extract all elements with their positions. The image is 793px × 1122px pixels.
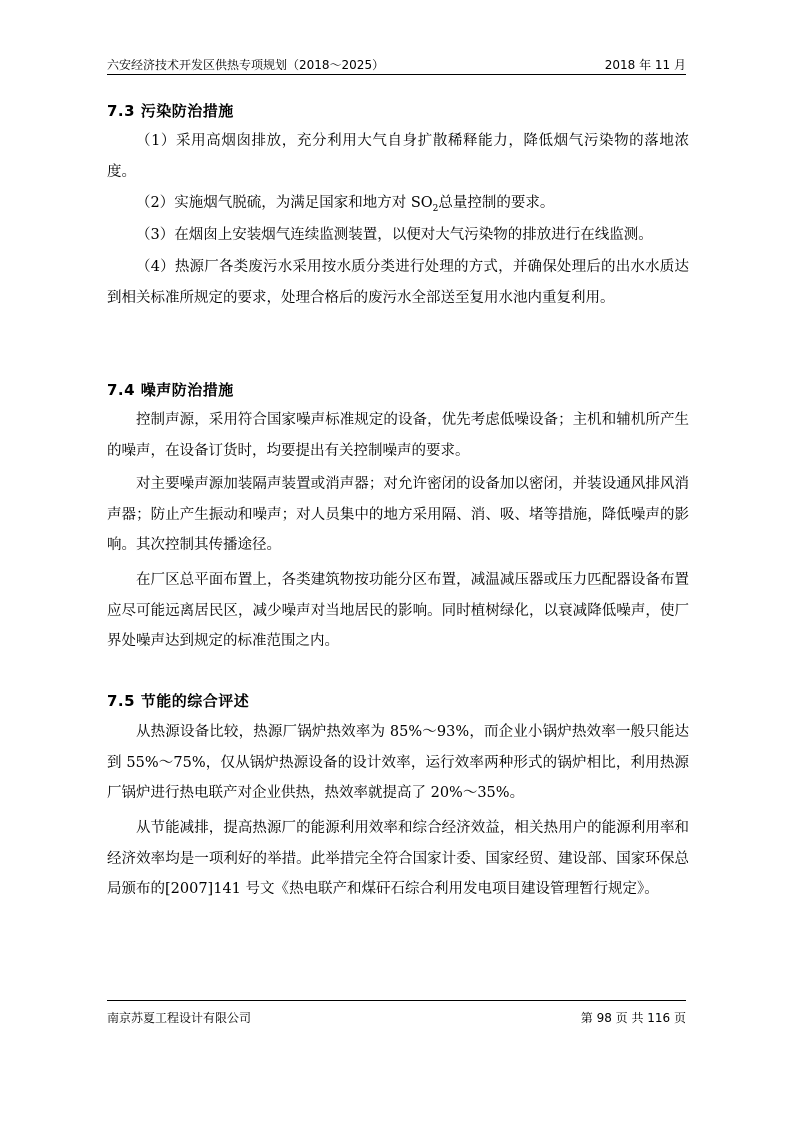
page-footer xyxy=(107,1000,686,1027)
paragraph-7-5-1: 从热源设备比较，热源厂锅炉热效率为 85%～93%，而企业小锅炉热效率一般只能达到 55%～75%，仅从锅炉热源设备的设计效率，运行效率两种形式的锅炉相比，利用热源厂锅炉进行热电联产对企业供热，热效率就提高了 20%～35%。 xyxy=(107,724,689,801)
document-date: 2018 年 11 月 xyxy=(604,58,686,72)
paragraph-7-4-2: 对主要噪声源加装隔声装置或消声器；对允许密闭的设备加以密闭，并装设通风排风消声器；防止产生振动和噪声；对人员集中的地方采用隔、消、吸、堵等措施，降低噪声的影响。其次控制其传播途径。 xyxy=(107,476,689,553)
paragraph-7-4-1: 控制声源，采用符合国家噪声标准规定的设备，优先考虑低噪设备；主机和辅机所产生的噪声，在设备订货时，均要提出有关控制噪声的要求。 xyxy=(107,412,689,459)
page-header xyxy=(107,52,686,75)
paragraph-7-3-3: （3）在烟囱上安装烟气连续监测装置，以便对大气污染物的排放进行在线监测。 xyxy=(136,227,653,243)
company-name: 南京苏夏工程设计有限公司 xyxy=(107,1011,252,1025)
paragraph-7-3-2: （2）实施烟气脱硫，为满足国家和地方对 $SO_2$总量控制的要求。 xyxy=(136,195,555,214)
paragraph-7-5-2: 从节能减排，提高热源厂的能源利用效率和综合经济效益，相关热用户的能源利用率和经济效率均是一项利好的举措。此举措完全符合国家计委、国家经贸、建设部、国家环保总局颁布的[2007]141 号文《热电联产和煤矸石综合利用发电项目建设管理暂行规定》。 xyxy=(107,820,689,897)
heading-7-5: 7.5 节能的综合评述 xyxy=(107,692,250,710)
heading-7-3: 7.3 污染防治措施 xyxy=(107,102,234,120)
paragraph-7-3-1: （1）采用高烟囱排放，充分利用大气自身扩散稀释能力，降低烟气污染物的落地浓度。 xyxy=(107,133,689,180)
heading-7-4: 7.4 噪声防治措施 xyxy=(107,381,234,399)
page-number: 第 98 页 共 116 页 xyxy=(580,1011,686,1025)
document-title: 六安经济技术开发区供热专项规划（2018～2025） xyxy=(107,58,385,72)
paragraph-7-4-3: 在厂区总平面布置上，各类建筑物按功能分区布置，减温减压器或压力匹配器设备布置应尽可能远离居民区，减少噪声对当地居民的影响。同时植树绿化，以衰减降低噪声，使厂界处噪声达到规定的标准范围之内。 xyxy=(107,572,689,649)
paragraph-7-3-4: （4）热源厂各类废污水采用按水质分类进行处理的方式，并确保处理后的出水水质达到相关标准所规定的要求，处理合格后的废污水全部送至复用水池内重复利用。 xyxy=(107,259,689,306)
